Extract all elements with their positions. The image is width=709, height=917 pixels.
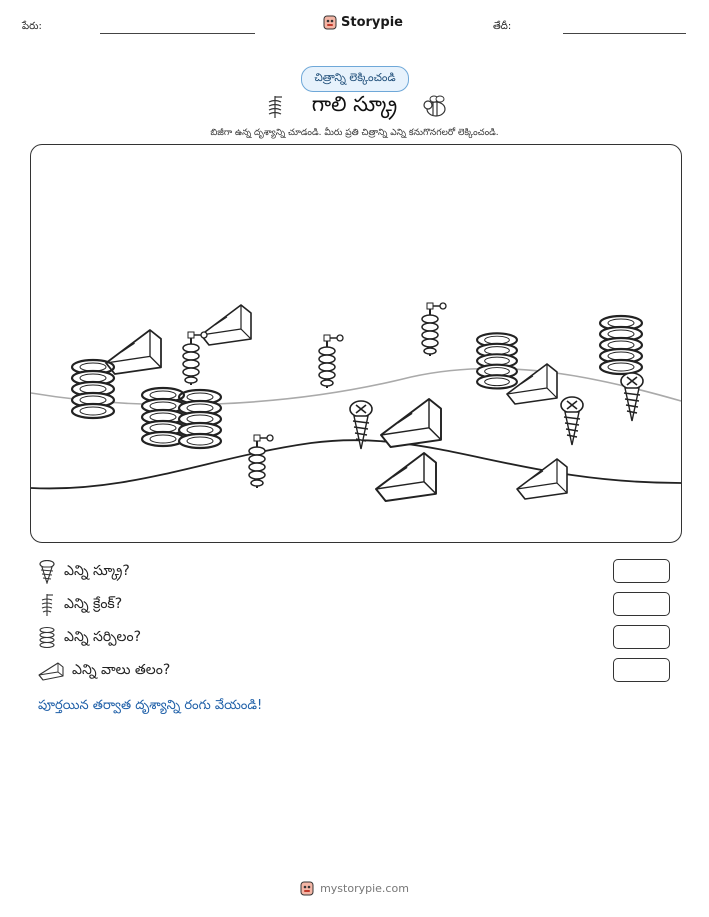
- screw-object: [350, 401, 372, 449]
- mascot-icon: [300, 880, 314, 896]
- crank-object: [249, 435, 273, 488]
- question-row-screw: [38, 559, 130, 585]
- spiral-icon: [38, 626, 56, 650]
- spiral-object: [179, 390, 221, 448]
- bee-icon: [421, 92, 449, 120]
- question-text: ఎన్ని వాలు తలం?: [72, 661, 171, 678]
- coloring-note: పూర్తయిన తర్వాత దృశ్యాన్ని రంగు వేయండి!: [38, 698, 263, 713]
- answer-box-crank[interactable]: [613, 592, 670, 616]
- question-row-wedge: [38, 658, 170, 684]
- question-row-crank: [38, 592, 122, 618]
- instructions: బిజీగా ఉన్న దృశ్యాన్ని చూడండి. మీరు ప్రతి చిత్రాన్ని ఎన్ని కనుగొనగలరో లెక్కించండి.: [210, 128, 499, 138]
- question-text: ఎన్ని సర్పిలం?: [64, 628, 141, 645]
- site-url[interactable]: mystorypie.com: [320, 881, 409, 895]
- crank-object: [183, 332, 207, 385]
- name-line[interactable]: [100, 33, 255, 34]
- date-line[interactable]: [563, 33, 686, 34]
- answer-box-spiral[interactable]: [613, 625, 670, 649]
- screw-object: [621, 373, 643, 421]
- spiral-object: [600, 316, 642, 374]
- wedge-object: [376, 453, 436, 501]
- wedge-icon: [38, 661, 64, 681]
- screw-object: [561, 397, 583, 445]
- crank-object: [422, 303, 446, 356]
- question-text: ఎన్ని క్రేంక్?: [64, 595, 123, 612]
- mascot-icon: [323, 14, 337, 30]
- answer-box-wedge[interactable]: [613, 658, 670, 682]
- brand-name: Storypie: [341, 14, 403, 30]
- answer-box-screw[interactable]: [613, 559, 670, 583]
- spiral-object: [72, 360, 114, 418]
- spiral-object: [477, 333, 517, 388]
- wedge-object: [201, 305, 251, 345]
- brand-logo: [323, 14, 403, 30]
- activity-badge: చిత్రాన్ని లెక్కించండి: [301, 66, 409, 92]
- name-label: పేరు:: [22, 21, 42, 32]
- page-title: గాలి స్క్రూ: [311, 92, 398, 116]
- wedge-object: [517, 459, 567, 499]
- spiral-object: [142, 388, 184, 446]
- site-footer: [0, 880, 709, 896]
- question-text: ఎన్ని స్క్రూ?: [64, 562, 130, 579]
- crank-object: [319, 335, 343, 388]
- screw-icon: [38, 560, 56, 584]
- busy-scene[interactable]: [30, 144, 682, 543]
- date-label: తేదీ:: [493, 21, 512, 32]
- crank-icon: [38, 593, 56, 617]
- wedge-object: [381, 399, 441, 447]
- question-row-spiral: [38, 625, 141, 651]
